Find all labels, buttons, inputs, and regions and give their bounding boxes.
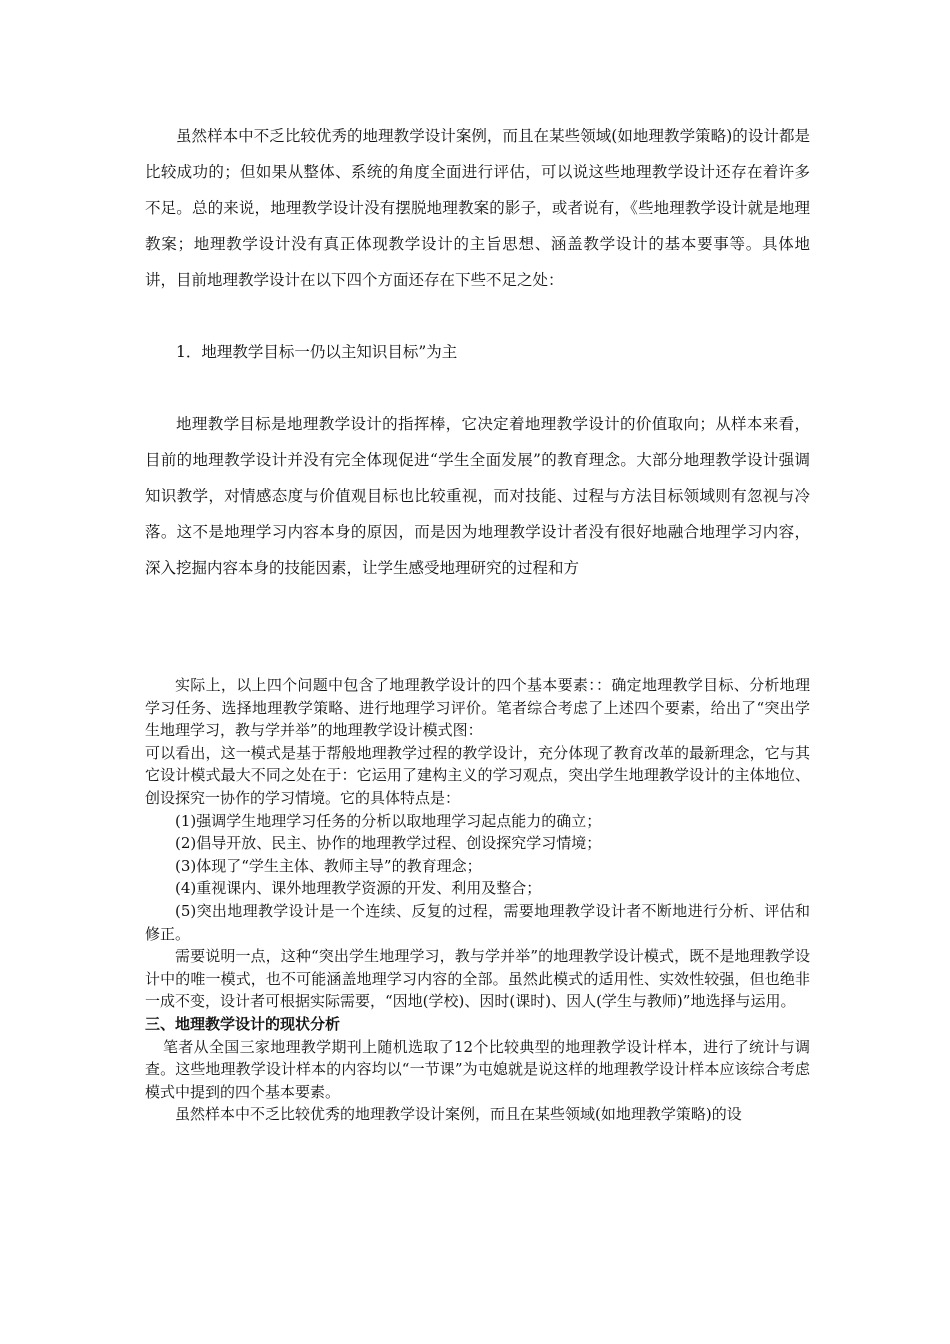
top-section	[145, 118, 810, 586]
list-item: (5)突出地理教学设计是一个连续、反复的过程，需要地理教学设计者不断地进行分析、评估和修正。	[145, 901, 810, 943]
paragraph-gap	[145, 298, 810, 334]
bottom-section	[145, 674, 810, 1126]
paragraph-four-elements: 实际上，以上四个问题中包含了地理教学设计的四个基本要素：：确定地理教学目标、分析地理学习任务、选择地理教学策略、进行地理学习评价。笔者综合考虑了上述四个要素，给出了“突出学生地理学习，教与学并举”的地理教学设计模式图：	[145, 676, 810, 740]
list-item: (1)强调学生地理学习任务的分析以取地理学习起点能力的确立；	[175, 811, 602, 830]
paragraph-sample-evaluation: 虽然样本中不乏比较优秀的地理教学设计案例，而且在某些领域(如地理教学策略)的设计都是比较成功的；但如果从整体、系统的角度全面进行评估，可以说这些地理教学设计还存在着许多不足。总的来说，地理教学设计没有摆脱地理教案的影子，或者说有，《些地理教学设计就是地理教案；地理教学设计没有真正体现教学设计的主旨思想、涵盖教学设计的基本要事等。具体地讲，目前地理教学设计在以下四个方面还存在下些不足之处：	[145, 127, 810, 289]
heading-teaching-objectives: 1．地理教学目标一仍以主知识目标”为主	[176, 343, 458, 361]
paragraph-teaching-objectives: 地理教学目标是地理教学设计的指挥棒，它决定着地理教学设计的价值取向；从样本来看，目前的地理教学设计并没有完全体现促进“学生全面发展”的教育理念。大部分地理教学设计强调知识教学，对情感态度与价值观目标也比较重视，而对技能、过程与方法目标领域则有忽视与冷落。这不是地理学习内容本身的原因，而是因为地理教学设计者没有很好地融合地理学习内容，深入挖掘内容本身的技能因素，让学生感受地理研究的过程和方	[145, 415, 810, 577]
paragraph-model-note: 需要说明一点，这种“突出学生地理学习，教与学并举”的地理教学设计模式，既不是地理教学设计中的唯一模式，也不可能涵盖地理学习内容的全部。虽然此模式的适用性、实效性较强，但也绝非一成不变，设计者可根据实际需要，“因地(学校)、因时(课时)、因人(学生与教师)”地选择与运用。	[145, 947, 810, 1011]
paragraph-gap	[145, 370, 810, 406]
paragraph-sample-evaluation-repeat: 虽然样本中不乏比较优秀的地理教学设计案例，而且在某些领域(如地理教学策略)的设	[175, 1105, 742, 1124]
paragraph-model-features: 可以看出，这一模式是基于帮般地理教学过程的教学设计，充分体现了教育改革的最新理念，它与其它设计模式最大不同之处在于：它运用了建构主义的学习观点，突出学生地理教学设计的主体地位、创设探究一协作的学习情境。它的具体特点是：	[145, 743, 810, 807]
list-item: (4)重视课内、课外地理教学资源的开发、利用及整合；	[175, 879, 542, 898]
list-item: (3)体现了“学生主体、教师主导”的教育理念；	[175, 856, 482, 875]
list-item: (2)倡导开放、民主、协作的地理教学过程、创设探究学习情境；	[175, 834, 602, 853]
section-title-status-analysis: 三、地理教学设计的现状分析	[145, 1014, 341, 1033]
paragraph-sample-survey: 笔者从全国三家地理教学期刊上随机选取了12个比较典型的地理教学设计样本，进行了统计与调查。这些地理教学设计样本的内容均以“一节课”为屯媳就是说这样的地理教学设计样本应该综合考虑模式中提到的四个基本要素。	[145, 1037, 810, 1101]
